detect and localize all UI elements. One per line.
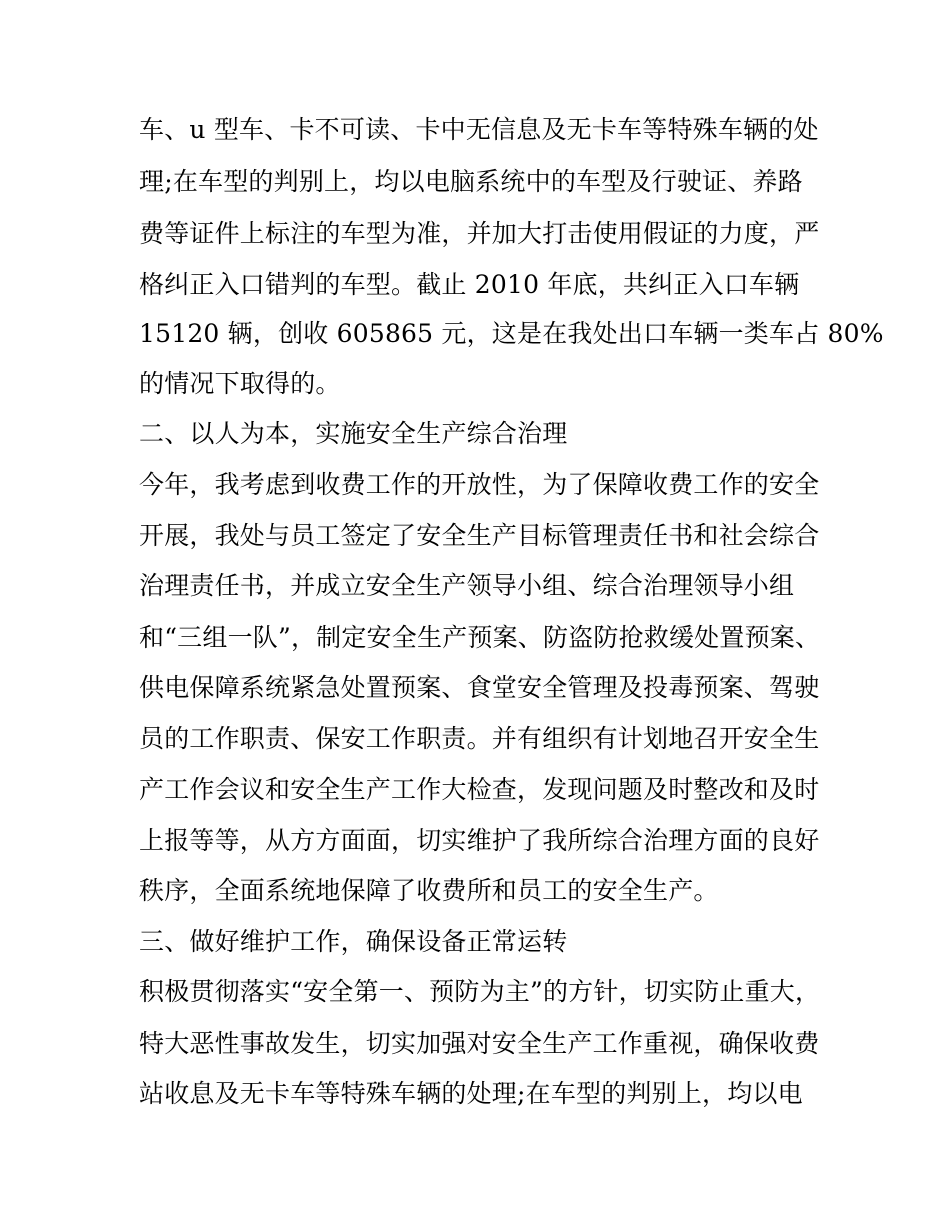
text-line-2: 理;在车型的判别上，均以电脑系统中的车型及行驶证、养路 xyxy=(139,167,803,196)
text-line-14: 产工作会议和安全生产工作大检查，发现问题及时整改和及时 xyxy=(139,775,820,804)
text-line-18: 积极贯彻落实“安全第一、预防为主”的方针，切实防止重大， xyxy=(139,977,821,1006)
text-line-11: 和“三组一队”，制定安全生产预案、防盗防抢救缓处置预案、 xyxy=(139,623,821,652)
text-line-10: 治理责任书，并成立安全生产领导小组、综合治理领导小组 xyxy=(139,571,795,600)
section-heading-3: 三、做好维护工作，确保设备正常运转 xyxy=(139,927,568,956)
text-line-6: 的情况下取得的。 xyxy=(139,369,341,398)
text-line-13: 员的工作职责、保安工作职责。并有组织有计划地召开安全生 xyxy=(139,724,820,753)
text-line-12: 供电保障系统紧急处置预案、食堂安全管理及投毒预案、驾驶 xyxy=(139,673,820,702)
section-heading-2: 二、以人为本，实施安全生产综合治理 xyxy=(139,419,568,448)
text-line-15: 上报等等，从方方面面，切实维护了我所综合治理方面的良好 xyxy=(139,826,820,855)
text-line-4: 格纠正入口错判的车型。截止 2010 年底，共纠正入口车辆 xyxy=(139,270,800,299)
text-line-19: 特大恶性事故发生，切实加强对安全生产工作重视，确保收费 xyxy=(139,1029,820,1058)
text-line-5: 15120 辆，创收 605865 元，这是在我处出口车辆一类车占 80% xyxy=(139,319,884,348)
text-line-16: 秩序，全面系统地保障了收费所和员工的安全生产。 xyxy=(139,876,719,905)
text-line-3: 费等证件上标注的车型为准，并加大打击使用假证的力度，严 xyxy=(139,219,820,248)
text-line-9: 开展，我处与员工签定了安全生产目标管理责任书和社会综合 xyxy=(139,521,820,550)
text-line-8: 今年，我考虑到收费工作的开放性，为了保障收费工作的安全 xyxy=(139,470,820,499)
text-line-20: 站收息及无卡车等特殊车辆的处理;在车型的判别上，均以电 xyxy=(139,1079,803,1108)
text-line-1: 车、u 型车、卡不可读、卡中无信息及无卡车等特殊车辆的处 xyxy=(139,115,819,144)
